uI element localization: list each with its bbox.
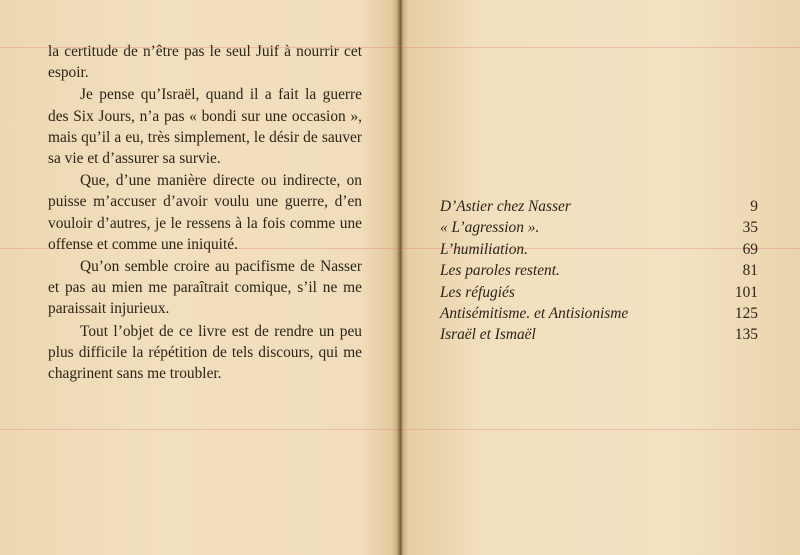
toc-entry-page: 125: [734, 304, 758, 322]
toc-entry: [440, 284, 758, 305]
toc-entry-page: 69: [742, 240, 758, 258]
toc-entry-page: 35: [742, 219, 758, 237]
toc-entry-page: 135: [734, 326, 758, 344]
paragraph: Qu’on semble croire au pacifisme de Nasser et pas au mien me paraîtrait comique, s’il ne me paraissait injurieux.: [48, 258, 362, 318]
toc-entry-title: Les paroles restent.: [440, 262, 560, 280]
paragraph: Je pense qu’Israël, quand il a fait la guerre des Six Jours, n’a pas « bondi sur une occasion », mais qu’il a eu, très simplement, le désir de sauver sa vie et d’assurer sa survie.: [48, 86, 362, 168]
toc-entry-title: D’Astier chez Nasser: [440, 198, 571, 215]
paragraph: Que, d’une manière directe ou indirecte, on puisse m’accuser d’avoir voulu une guerre, d’en vouloir d’autres, je le ressens à la fois comme une offense et comme une iniquité.: [48, 172, 362, 253]
toc-entry: [440, 326, 758, 347]
toc-entry-page: 9: [750, 198, 758, 215]
table-of-contents: [440, 198, 758, 348]
toc-entry-title: Israël et Ismaël: [440, 326, 536, 344]
toc-entry-title: « L’agression ».: [440, 219, 540, 237]
toc-entry-page: 81: [742, 262, 758, 280]
toc-entry-title: Les réfugiés: [440, 283, 515, 301]
paragraph: la certitude de n’être pas le seul Juif à nourrir cet espoir.: [48, 43, 362, 82]
toc-entry-title: L’humiliation.: [440, 240, 528, 258]
toc-entry: [440, 305, 758, 326]
toc-entry-title: Antisémitisme. et Antisionisme: [440, 304, 629, 322]
toc-entry: [440, 219, 758, 240]
toc-entry: [440, 241, 758, 262]
toc-entry: [440, 262, 758, 283]
paragraph: Tout l’objet de ce livre est de rendre un peu plus difficile la répétition de tels discours, qui me chagrinent sans me troubler.: [48, 322, 362, 383]
body-text: [48, 41, 362, 385]
toc-entry: [440, 198, 758, 219]
toc-entry-page: 101: [734, 283, 758, 301]
